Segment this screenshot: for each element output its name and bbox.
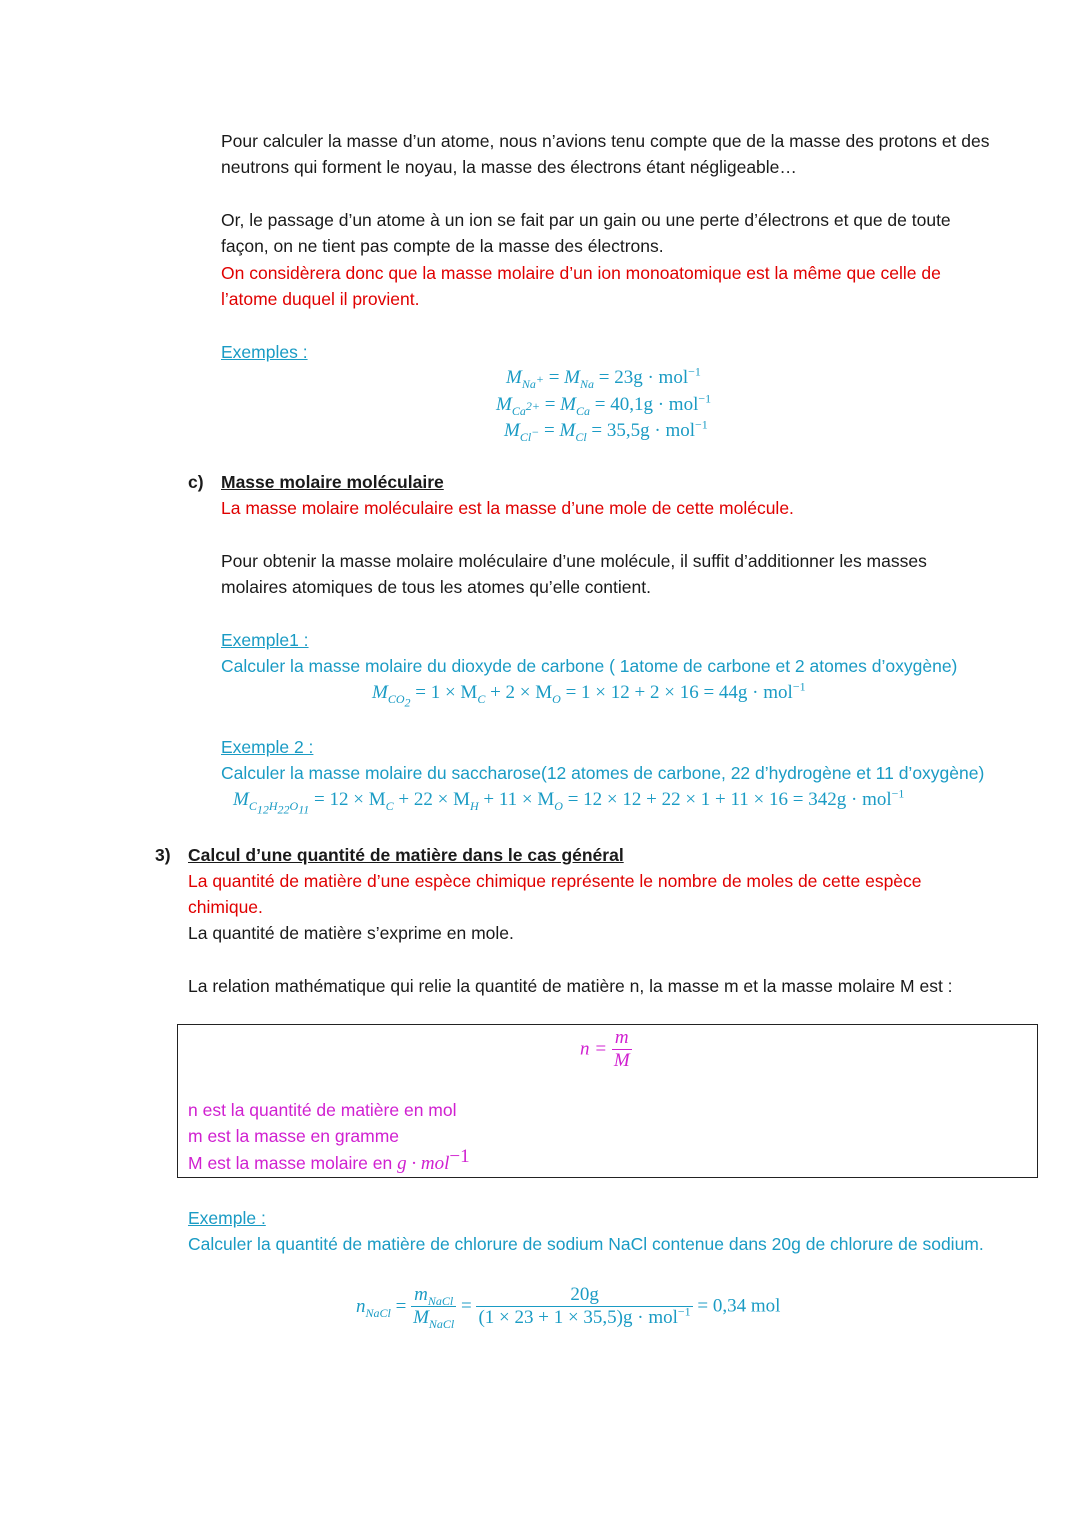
ion-rule-line-2: l’atome duquel il provient. (221, 289, 420, 309)
nacl-example-text: Calculer la quantité de matière de chlorure de sodium NaCl contenue dans 20g de chlorure de sodium. (188, 1234, 984, 1254)
example-ca-formula: $M_{Ca^{2+}} = M_{Ca} = 40,1g \cdot mol^{-1}$ (496, 391, 712, 418)
box-formula: n = $\frac{m}{M}$ (580, 1027, 630, 1071)
example-cl-formula: $M_{Cl^-} = M_{Cl} = 35,5g \cdot mol^{-1}$ (504, 417, 708, 444)
legend-n: n est la quantité de matière en mol (188, 1100, 457, 1120)
example1-formula: $M_{CO_2} = 1 \times M_C + 2 \times M_O = 1 \times 12 + 2 \times 16 = 44g \cdot mol^{-1}$ (372, 679, 806, 710)
section-3-marker: 3) (155, 845, 171, 865)
section-c-title: Masse molaire moléculaire (221, 472, 444, 492)
section-3-unit-text: La quantité de matière s’exprime en mole. (188, 923, 514, 943)
section-c-explanation-line-2: molaires atomiques de tous les atomes qu’elle contient. (221, 577, 651, 597)
intro-paragraph-2-line-2: façon, on ne tient pas compte de la masse des électrons. (221, 236, 664, 256)
example2-formula: $M_{C_{12}H_{22}O_{11}} = 12 \times M_C + 22 \times M_H + 11 \times M_O = 12 \times 12 + 22 \times 1 + 11 \times 16 = 342g \cdot mol^{-1}$ (233, 786, 905, 817)
intro-paragraph-1-line-2: neutrons qui forment le noyau, la masse des électrons étant négligeable… (221, 157, 797, 177)
example1-text: Calculer la masse molaire du dioxyde de carbone ( 1atome de carbone et 2 atomes d’oxygène) (221, 656, 958, 676)
intro-paragraph-1-line-1: Pour calculer la masse d’un atome, nous n’avions tenu compte que de la masse des protons et des (221, 131, 990, 151)
nacl-example-label: Exemple : (188, 1208, 266, 1228)
examples-ions-label: Exemples : (221, 342, 308, 362)
example2-label: Exemple 2 : (221, 737, 314, 757)
section-c-definition: La masse molaire moléculaire est la masse d’une mole de cette molécule. (221, 498, 794, 518)
section-c-marker: c) (188, 472, 204, 492)
section-3-definition-line-2: chimique. (188, 897, 263, 917)
legend-m: m est la masse en gramme (188, 1126, 400, 1146)
example2-text: Calculer la masse molaire du saccharose(12 atomes de carbone, 22 d’hydrogène et 11 d’oxygène) (221, 763, 985, 783)
legend-M: M est la masse molaire en g · mol$^{-1}$ (188, 1146, 470, 1174)
example-na-formula: $M_{Na^+} = M_{Na} = 23g \cdot mol^{-1}$ (506, 364, 701, 391)
intro-paragraph-2-line-1: Or, le passage d’un atome à un ion se fait par un gain ou une perte d’électrons et que de toute (221, 210, 951, 230)
nacl-calculation: $n_{NaCl}$ = $\frac{m_{NaCl}}{M_{NaCl}}$ = $\frac{20g}{(1 \times 23 + 1 \times 35,5)g \cdot mol^{-1}}$ = 0,34 mol (356, 1284, 781, 1331)
section-3-title: Calcul d’une quantité de matière dans le cas général (188, 845, 624, 865)
ion-rule-line-1: On considèrera donc que la masse molaire d’un ion monoatomique est la même que celle de (221, 263, 941, 283)
section-3-relation-text: La relation mathématique qui relie la quantité de matière n, la masse m et la masse molaire M est : (188, 976, 953, 996)
section-3-definition-line-1: La quantité de matière d’une espèce chimique représente le nombre de moles de cette espèce (188, 871, 922, 891)
example1-label: Exemple1 : (221, 630, 309, 650)
section-c-explanation-line-1: Pour obtenir la masse molaire moléculaire d’une molécule, il suffit d’additionner les masses (221, 551, 927, 571)
